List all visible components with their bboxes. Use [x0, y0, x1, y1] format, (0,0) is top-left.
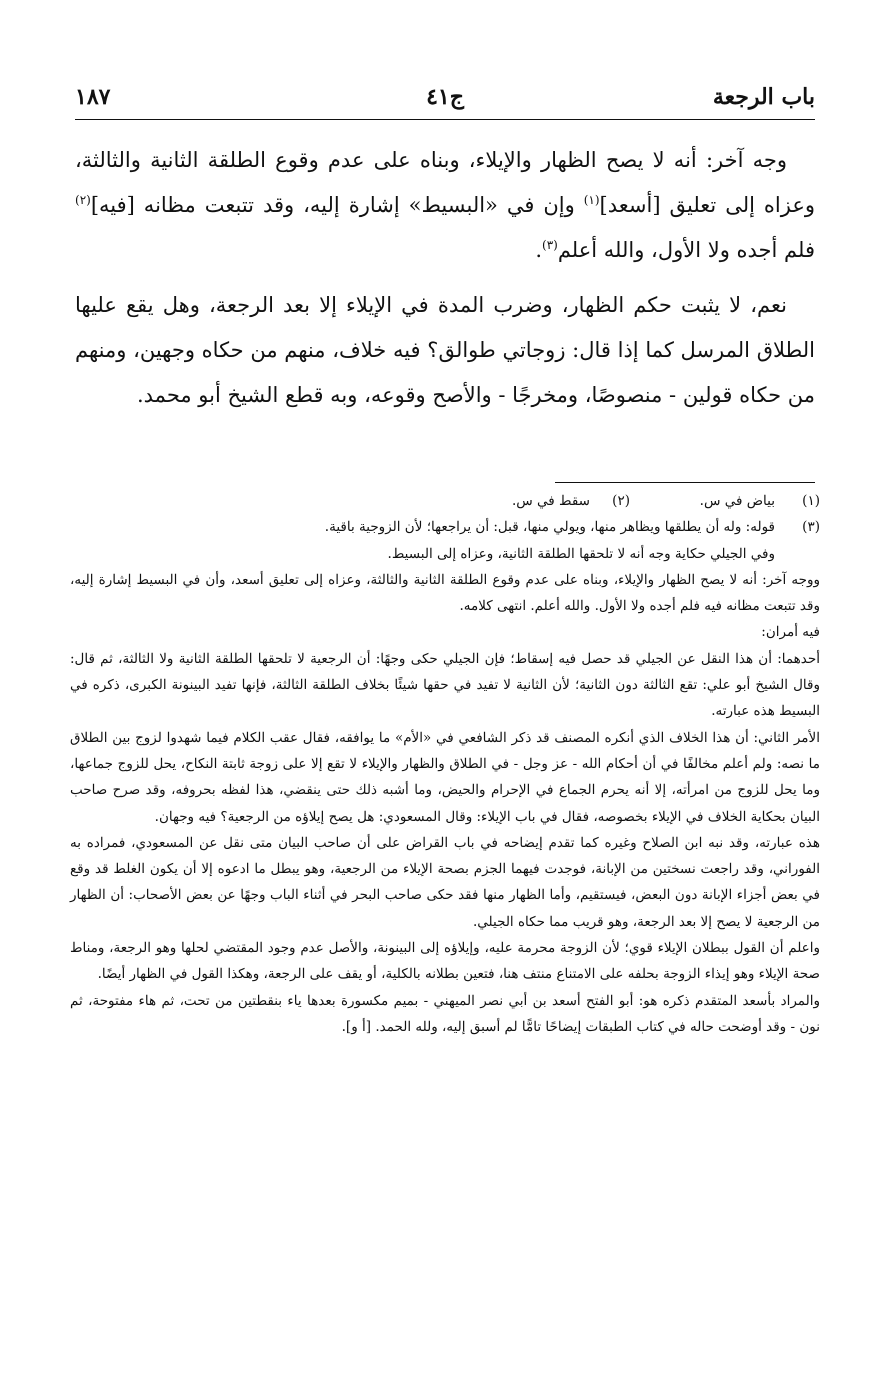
footnote-divider — [555, 482, 815, 483]
volume-label: ج٤١ — [426, 84, 464, 110]
footnote-3-line: والمراد بأسعد المتقدم ذكره هو: أبو الفتح أسعد بن أبي نصر الميهني - بميم مكسورة بعدها ياء بنقطتين من تحت، ثم هاء مفتوحة، ثم نون - وقد أوضحت حاله في كتاب الطبقات إيضاحًا تامًّا لم أسبق إليه، ولله الحمد. [أ و]. — [70, 992, 820, 1035]
footnote-3-line: هذه عبارته، وقد نبه ابن الصلاح وغيره كما تقدم إيضاحه في باب القراض على أن صاحب البيان متى نقل عن المسعودي، فمراده به الفوراني، وقد راجعت نسختين من الإبانة، فوجدت فيهما الجزم بصحة الإيلاء من الرجعية، وهو يبطل ما ادعوه إلا أن يكون الغلط قد وقع في بعض أجزاء الإبانة دون البعض، فيستقيم، وأما الظهار منها فقد حكى صاحب البحر في أثناء الباب وجهًا عن بعض الأصحاب: أن الظهار من الرجعية لا يصح إلا بعد الرجعة، وهو قريب مما حكاه الجيلي. — [70, 834, 820, 930]
paragraph-1-part-3: فلم أجده ولا الأول، والله أعلم — [557, 238, 815, 262]
running-header — [75, 78, 815, 118]
footnote-3-line: وفي الجيلي حكاية وجه أنه لا تلحقها الطلقة الثانية، وعزاه إلى البسيط. — [387, 545, 775, 562]
footnotes — [70, 488, 820, 1040]
paragraph-1-part-1: وجه آخر: أنه لا يصح الظهار والإيلاء، وبناه على عدم وقوع الطلقة الثانية والثالثة، وعزاه إلى تعليق [أسعد] — [75, 148, 815, 217]
footnote-text-1: بياض في س. — [699, 493, 775, 509]
footnote-number-2: (٢) — [612, 493, 630, 509]
footnote-number-3: (٣) — [802, 519, 820, 536]
footnote-3-line: الأمر الثاني: أن هذا الخلاف الذي أنكره المصنف قد ذكر الشافعي في «الأم» ما يوافقه، فقال عقب الكلام فيما شهدوا لزوج بين الطلاق ما نصه: ولم أعلم مخالفًا في أن أحكام الله - عز وجل - في الطلاق والظهار والإيلاء لا تقع إلا على زوجة ثابتة النكاح، يحل للزوج جماعها، وما يحل للزوج من امرأته، إلا أنه يحرم الجماع في الإحرام والحيض، وما أشبه ذلك حتى ينقضي، هذا لفظه بحروفه، وقد صرح صاحب البيان بحكاية الخلاف في الإيلاء بخصوصه، فقال في باب الإيلاء: وقال المسعودي: هل يصح إيلاؤه من الرجعية؟ فيه وجهان. — [70, 729, 820, 825]
paragraph-1 — [75, 138, 815, 273]
main-text — [75, 138, 815, 428]
header-divider — [75, 119, 815, 120]
footnote-1-2 — [70, 488, 820, 514]
footnote-3-line: ووجه آخر: أنه لا يصح الظهار والإيلاء، وبناه على عدم وقوع الطلقة الثانية والثالثة، وعزاه إلى تعليق أسعد، وأن في البسيط إشارة إليه، وقد تتبعت مظانه فيه فلم أجده ولا الأول. والله أعلم. انتهى كلامه. — [70, 571, 820, 615]
footnote-3-line: أحدهما: أن هذا النقل عن الجيلي قد حصل فيه إسقاط؛ فإن الجيلي حكى وجهًا: أن الرجعية لا تلحقها الطلقة الثانية ولا الثالثة، ثم قال: وقال الشيخ أبو علي: تقع الثالثة دون الثانية؛ لأن الثانية لا تفيد في حقها شيئًا بخلاف الطلقة الثالثة، فإنها تفيد البينونة الكبرى، ذكره في البسيط هذه عبارته. — [70, 650, 820, 720]
footnote-3-line: قوله: وله أن يطلقها ويظاهر منها، ويولي منها، قبل: أن يراجعها؛ لأن الزوجية باقية. — [324, 519, 775, 536]
footnote-3 — [70, 514, 820, 567]
footnote-3-body — [70, 514, 775, 567]
footnote-3-line: واعلم أن القول ببطلان الإيلاء قوي؛ لأن الزوجة محرمة عليه، وإيلاؤه إلى البينونة، والأصل عدم وجود المقتضي لحلها وهو الرجعة، ومناط صحة الإيلاء وهو إيذاء الزوجة بحلفه على الامتناع منتف هنا، فتعين بطلانه بالكلية، أو يقف على الرجعة، وهكذا القول في الظهار أيضًا. — [70, 940, 820, 983]
paragraph-1-part-4: . — [535, 238, 542, 262]
page-number: ١٨٧ — [75, 84, 111, 110]
footnote-text-2: سقط في س. — [511, 493, 590, 509]
footnote-number-1: (١) — [802, 493, 820, 509]
paragraph-1-part-2: وإن في «البسيط» إشارة إليه، وقد تتبعت مظانه [فيه] — [90, 193, 584, 217]
paragraph-2: نعم، لا يثبت حكم الظهار، وضرب المدة في الإيلاء إلا بعد الرجعة، وهل يقع عليها الطلاق المرسل كما إذا قال: زوجاتي طوالق؟ فيه خلاف، منهم من حكاه وجهين، ومنهم من حكاه قولين - منصوصًا، ومخرجًا - والأصح وقوعه، وبه قطع الشيخ أبو محمد. — [75, 293, 815, 407]
footnote-ref-2: (٢) — [75, 193, 91, 207]
footnote-ref-3: (٣) — [542, 238, 558, 252]
footnote-ref-1: (١) — [583, 193, 600, 207]
chapter-title: باب الرجعة — [712, 84, 815, 110]
footnote-3-line: فيه أمران: — [761, 624, 820, 641]
